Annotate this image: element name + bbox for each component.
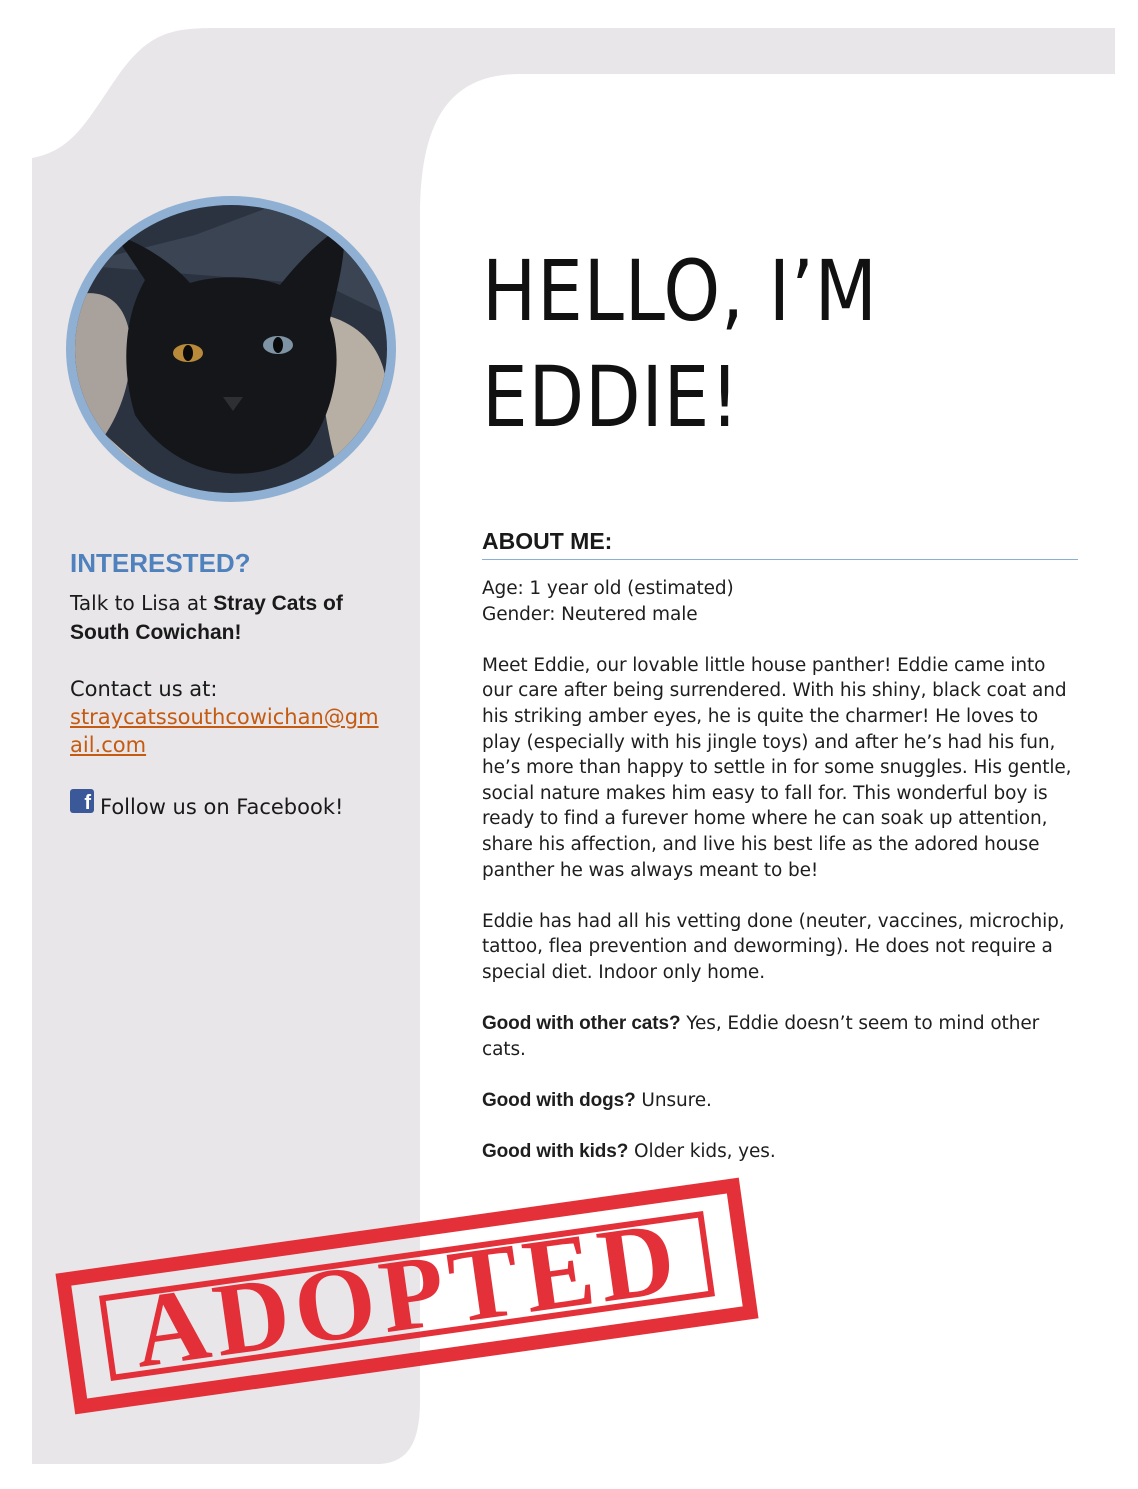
about-heading: ABOUT ME: [482,528,1078,560]
title-line-1: HELLO, I’M [482,242,878,340]
cat-photo-frame [66,196,396,502]
contact-person-text [70,589,390,647]
cats-value: Yes, Eddie doesn’t seem to mind other cats. [482,1013,1040,1060]
good-with-cats [482,1011,1078,1062]
stamp-text: ADOPTED [126,1199,688,1390]
vetting-text: Eddie has had all his vetting done (neuter, vaccines, microchip, tattoo, flea prevention and deworming). He does not require a special diet. Indoor only home. [482,910,1065,983]
title-line-2: EDDIE! [482,348,740,446]
sidebar [70,548,390,819]
page-title [482,238,878,450]
description-text: Meet Eddie, our lovable little house panther! Eddie came into our care after being surrendered. With his shiny, black coat and his striking amber eyes, he is quite the charmer! He loves to play (especially with his jingle toys) and after he’s had his fun, he’s more than happy to settle in for some snuggles. His gentle, social nature makes him easy to fall for. This wonderful boy is ready to find a furever home where he can soak up attention, share his affection, and live his best life as the adored house panther he was always meant to be! [482,654,1072,881]
talk-prefix: Talk to Lisa at [70,591,214,615]
facebook-icon: f [70,789,94,813]
good-with-dogs [482,1088,1078,1114]
cats-label: Good with other cats? [482,1013,681,1035]
contact-label: Contact us at: [70,677,218,701]
kids-value: Older kids, yes. [628,1141,776,1163]
organization-name: Stray Cats of South Cowichan! [70,592,343,644]
good-with-kids [482,1139,1078,1165]
gender-text: Gender: Neutered male [482,603,698,625]
age-text: Age: 1 year old (estimated) [482,578,734,599]
cat-photo [75,205,387,493]
dogs-value: Unsure. [635,1089,712,1111]
kids-label: Good with kids? [482,1141,629,1163]
facebook-link[interactable] [70,792,390,819]
email-link[interactable]: straycatssouthcowichan@gmail.com [70,705,379,757]
about-section [482,528,1078,1165]
facebook-text: Follow us on Facebook! [100,795,344,819]
interested-heading: INTERESTED? [70,548,251,578]
dogs-label: Good with dogs? [482,1089,636,1111]
